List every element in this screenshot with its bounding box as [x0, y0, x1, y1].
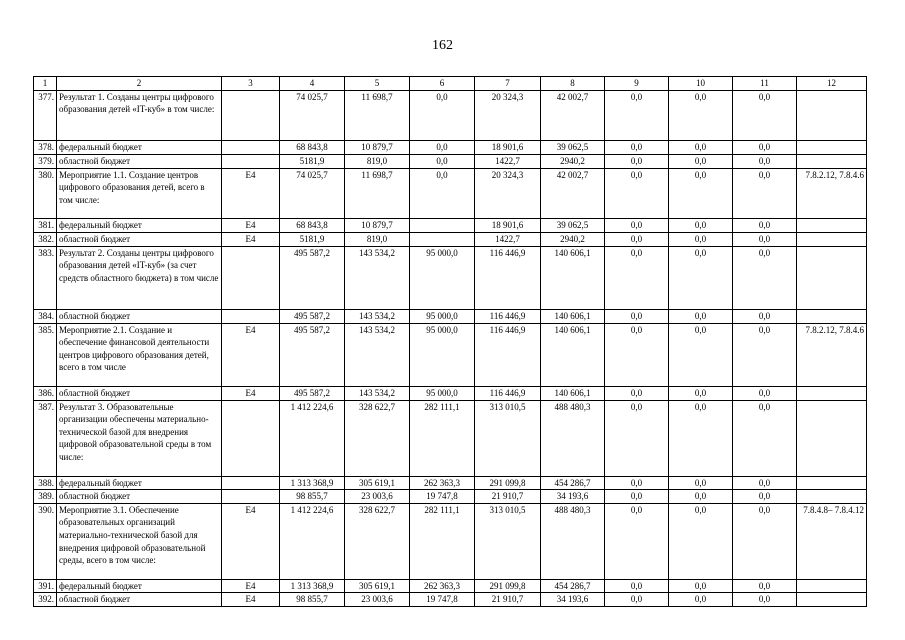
table-row — [34, 232, 867, 246]
row-name: областной бюджет — [57, 490, 222, 504]
value-col-4: 68 843,8 — [280, 219, 345, 233]
budget-code: Е4 — [222, 503, 280, 579]
value-col-11: 0,0 — [733, 232, 797, 246]
value-col-8: 140 606,1 — [541, 323, 605, 386]
value-col-6 — [410, 232, 475, 246]
value-col-6: 262 363,3 — [410, 476, 475, 490]
value-col-8: 488 480,3 — [541, 503, 605, 579]
value-col-10: 0,0 — [669, 386, 733, 400]
value-col-6: 0,0 — [410, 90, 475, 141]
row-name: федеральный бюджет — [57, 141, 222, 155]
value-col-5: 305 619,1 — [345, 579, 410, 593]
value-col-4: 98 855,7 — [280, 593, 345, 607]
budget-code: Е4 — [222, 593, 280, 607]
budget-code: Е4 — [222, 219, 280, 233]
value-col-8: 34 193,6 — [541, 490, 605, 504]
value-col-6 — [410, 219, 475, 233]
value-col-11: 0,0 — [733, 400, 797, 476]
budget-table — [33, 76, 867, 607]
reference-codes — [797, 400, 867, 476]
value-col-7: 291 099,8 — [475, 476, 541, 490]
value-col-9: 0,0 — [605, 386, 669, 400]
column-number: 1 — [34, 77, 57, 91]
value-col-10: 0,0 — [669, 141, 733, 155]
value-col-10: 0,0 — [669, 323, 733, 386]
value-col-11: 0,0 — [733, 141, 797, 155]
value-col-4: 495 587,2 — [280, 386, 345, 400]
value-col-9: 0,0 — [605, 141, 669, 155]
row-number: 381. — [34, 219, 57, 233]
value-col-4: 68 843,8 — [280, 141, 345, 155]
value-col-8: 39 062,5 — [541, 219, 605, 233]
budget-code — [222, 400, 280, 476]
reference-codes: 7.8.4.8– 7.8.4.12 — [797, 503, 867, 579]
value-col-9: 0,0 — [605, 154, 669, 168]
value-col-6: 95 000,0 — [410, 309, 475, 323]
value-col-9: 0,0 — [605, 246, 669, 309]
table-row — [34, 476, 867, 490]
value-col-5: 143 534,2 — [345, 309, 410, 323]
value-col-7: 291 099,8 — [475, 579, 541, 593]
row-number: 379. — [34, 154, 57, 168]
row-number: 388. — [34, 476, 57, 490]
value-col-11: 0,0 — [733, 323, 797, 386]
budget-code — [222, 141, 280, 155]
row-number: 387. — [34, 400, 57, 476]
value-col-4: 5181,9 — [280, 232, 345, 246]
row-number: 385. — [34, 323, 57, 386]
value-col-6: 95 000,0 — [410, 323, 475, 386]
budget-code — [222, 490, 280, 504]
row-name: Результат 3. Образовательные организации обеспечены материально-технической базой для внедрения цифровой образовательной среды в том числе: — [57, 400, 222, 476]
value-col-11: 0,0 — [733, 579, 797, 593]
column-number: 11 — [733, 77, 797, 91]
value-col-10: 0,0 — [669, 90, 733, 141]
table-row — [34, 503, 867, 579]
value-col-11: 0,0 — [733, 246, 797, 309]
value-col-8: 140 606,1 — [541, 386, 605, 400]
table-row — [34, 593, 867, 607]
reference-codes: 7.8.2.12, 7.8.4.6 — [797, 323, 867, 386]
value-col-4: 495 587,2 — [280, 246, 345, 309]
column-number: 3 — [222, 77, 280, 91]
value-col-5: 143 534,2 — [345, 386, 410, 400]
row-number: 392. — [34, 593, 57, 607]
row-number: 378. — [34, 141, 57, 155]
value-col-9: 0,0 — [605, 90, 669, 141]
value-col-4: 74 025,7 — [280, 168, 345, 219]
row-name: Мероприятие 2.1. Создание и обеспечение финансовой деятельности центров цифрового образования детей, всего в том числе — [57, 323, 222, 386]
value-col-7: 20 324,3 — [475, 90, 541, 141]
value-col-5: 328 622,7 — [345, 400, 410, 476]
value-col-10: 0,0 — [669, 579, 733, 593]
value-col-7: 313 010,5 — [475, 503, 541, 579]
row-name: федеральный бюджет — [57, 219, 222, 233]
value-col-8: 140 606,1 — [541, 309, 605, 323]
value-col-10: 0,0 — [669, 490, 733, 504]
value-col-10: 0,0 — [669, 476, 733, 490]
table-row — [34, 400, 867, 476]
page-number: 162 — [432, 38, 453, 53]
value-col-4: 1 313 368,9 — [280, 579, 345, 593]
value-col-11: 0,0 — [733, 90, 797, 141]
column-number: 9 — [605, 77, 669, 91]
value-col-7: 20 324,3 — [475, 168, 541, 219]
budget-code: Е4 — [222, 323, 280, 386]
value-col-8: 454 286,7 — [541, 476, 605, 490]
value-col-5: 819,0 — [345, 154, 410, 168]
table-row — [34, 323, 867, 386]
reference-codes — [797, 232, 867, 246]
table-row — [34, 90, 867, 141]
value-col-11: 0,0 — [733, 219, 797, 233]
value-col-8: 454 286,7 — [541, 579, 605, 593]
value-col-11: 0,0 — [733, 503, 797, 579]
budget-code — [222, 309, 280, 323]
reference-codes — [797, 579, 867, 593]
value-col-7: 116 446,9 — [475, 323, 541, 386]
row-name: областной бюджет — [57, 593, 222, 607]
column-number: 4 — [280, 77, 345, 91]
value-col-10: 0,0 — [669, 593, 733, 607]
row-name: областной бюджет — [57, 309, 222, 323]
value-col-10: 0,0 — [669, 246, 733, 309]
table-row — [34, 141, 867, 155]
value-col-9: 0,0 — [605, 309, 669, 323]
value-col-10: 0,0 — [669, 400, 733, 476]
row-name: областной бюджет — [57, 154, 222, 168]
value-col-6: 282 111,1 — [410, 400, 475, 476]
row-number: 391. — [34, 579, 57, 593]
column-number: 12 — [797, 77, 867, 91]
value-col-11: 0,0 — [733, 476, 797, 490]
value-col-6: 0,0 — [410, 141, 475, 155]
row-name: Результат 2. Созданы центры цифрового образования детей «IT-куб» (за счет средств областного бюджета) в том числе — [57, 246, 222, 309]
value-col-5: 23 003,6 — [345, 490, 410, 504]
value-col-5: 305 619,1 — [345, 476, 410, 490]
value-col-6: 95 000,0 — [410, 246, 475, 309]
reference-codes — [797, 593, 867, 607]
value-col-8: 488 480,3 — [541, 400, 605, 476]
table-row — [34, 309, 867, 323]
value-col-11: 0,0 — [733, 168, 797, 219]
reference-codes — [797, 476, 867, 490]
value-col-10: 0,0 — [669, 232, 733, 246]
value-col-10: 0,0 — [669, 154, 733, 168]
value-col-6: 19 747,8 — [410, 593, 475, 607]
budget-code — [222, 154, 280, 168]
budget-code: Е4 — [222, 579, 280, 593]
row-number: 382. — [34, 232, 57, 246]
value-col-10: 0,0 — [669, 168, 733, 219]
row-name: федеральный бюджет — [57, 579, 222, 593]
value-col-10: 0,0 — [669, 503, 733, 579]
value-col-9: 0,0 — [605, 579, 669, 593]
row-name: областной бюджет — [57, 232, 222, 246]
reference-codes — [797, 246, 867, 309]
value-col-5: 328 622,7 — [345, 503, 410, 579]
reference-codes: 7.8.2.12, 7.8.4.6 — [797, 168, 867, 219]
value-col-8: 2940,2 — [541, 154, 605, 168]
reference-codes — [797, 309, 867, 323]
value-col-11: 0,0 — [733, 309, 797, 323]
budget-code: Е4 — [222, 232, 280, 246]
budget-code: Е4 — [222, 386, 280, 400]
value-col-7: 313 010,5 — [475, 400, 541, 476]
column-number: 7 — [475, 77, 541, 91]
value-col-5: 10 879,7 — [345, 141, 410, 155]
value-col-6: 282 111,1 — [410, 503, 475, 579]
value-col-11: 0,0 — [733, 154, 797, 168]
value-col-11: 0,0 — [733, 386, 797, 400]
row-name: Результат 1. Созданы центры цифрового образования детей «IT-куб» в том числе: — [57, 90, 222, 141]
reference-codes — [797, 219, 867, 233]
value-col-8: 42 002,7 — [541, 168, 605, 219]
row-number: 386. — [34, 386, 57, 400]
row-number: 380. — [34, 168, 57, 219]
value-col-9: 0,0 — [605, 219, 669, 233]
row-number: 384. — [34, 309, 57, 323]
value-col-7: 116 446,9 — [475, 309, 541, 323]
value-col-5: 11 698,7 — [345, 168, 410, 219]
value-col-9: 0,0 — [605, 168, 669, 219]
column-number: 2 — [57, 77, 222, 91]
value-col-7: 1422,7 — [475, 232, 541, 246]
value-col-5: 11 698,7 — [345, 90, 410, 141]
value-col-7: 1422,7 — [475, 154, 541, 168]
budget-code — [222, 246, 280, 309]
value-col-4: 1 313 368,9 — [280, 476, 345, 490]
value-col-8: 39 062,5 — [541, 141, 605, 155]
reference-codes — [797, 386, 867, 400]
row-number: 383. — [34, 246, 57, 309]
table-row — [34, 246, 867, 309]
table-row — [34, 154, 867, 168]
value-col-5: 23 003,6 — [345, 593, 410, 607]
value-col-8: 2940,2 — [541, 232, 605, 246]
column-number: 8 — [541, 77, 605, 91]
budget-code: Е4 — [222, 168, 280, 219]
reference-codes — [797, 141, 867, 155]
table-row — [34, 386, 867, 400]
table-row — [34, 579, 867, 593]
value-col-8: 140 606,1 — [541, 246, 605, 309]
row-name: Мероприятие 1.1. Создание центров цифрового образования детей, всего в том числе: — [57, 168, 222, 219]
column-number-row — [34, 77, 867, 91]
value-col-7: 21 910,7 — [475, 490, 541, 504]
value-col-9: 0,0 — [605, 490, 669, 504]
table-row — [34, 168, 867, 219]
table-row — [34, 219, 867, 233]
value-col-4: 1 412 224,6 — [280, 400, 345, 476]
value-col-5: 10 879,7 — [345, 219, 410, 233]
column-number: 10 — [669, 77, 733, 91]
row-name: областной бюджет — [57, 386, 222, 400]
value-col-4: 5181,9 — [280, 154, 345, 168]
reference-codes — [797, 90, 867, 141]
row-number: 390. — [34, 503, 57, 579]
value-col-8: 42 002,7 — [541, 90, 605, 141]
table-row — [34, 490, 867, 504]
row-name: федеральный бюджет — [57, 476, 222, 490]
value-col-5: 143 534,2 — [345, 323, 410, 386]
value-col-6: 262 363,3 — [410, 579, 475, 593]
budget-code — [222, 90, 280, 141]
value-col-9: 0,0 — [605, 323, 669, 386]
column-number: 6 — [410, 77, 475, 91]
value-col-11: 0,0 — [733, 490, 797, 504]
value-col-7: 18 901,6 — [475, 219, 541, 233]
budget-code — [222, 476, 280, 490]
value-col-9: 0,0 — [605, 593, 669, 607]
row-name: Мероприятие 3.1. Обеспечение образовательных организаций материально-технической базой для внедрения цифровой образовательной среды, всего в том числе: — [57, 503, 222, 579]
value-col-6: 0,0 — [410, 168, 475, 219]
value-col-7: 21 910,7 — [475, 593, 541, 607]
value-col-6: 95 000,0 — [410, 386, 475, 400]
row-number: 389. — [34, 490, 57, 504]
value-col-6: 19 747,8 — [410, 490, 475, 504]
value-col-9: 0,0 — [605, 476, 669, 490]
value-col-7: 116 446,9 — [475, 246, 541, 309]
value-col-9: 0,0 — [605, 400, 669, 476]
reference-codes — [797, 154, 867, 168]
value-col-6: 0,0 — [410, 154, 475, 168]
value-col-11: 0,0 — [733, 593, 797, 607]
value-col-9: 0,0 — [605, 503, 669, 579]
value-col-4: 495 587,2 — [280, 309, 345, 323]
value-col-5: 819,0 — [345, 232, 410, 246]
column-number: 5 — [345, 77, 410, 91]
value-col-9: 0,0 — [605, 232, 669, 246]
value-col-8: 34 193,6 — [541, 593, 605, 607]
value-col-10: 0,0 — [669, 309, 733, 323]
value-col-7: 18 901,6 — [475, 141, 541, 155]
reference-codes — [797, 490, 867, 504]
value-col-4: 1 412 224,6 — [280, 503, 345, 579]
value-col-4: 98 855,7 — [280, 490, 345, 504]
row-number: 377. — [34, 90, 57, 141]
value-col-5: 143 534,2 — [345, 246, 410, 309]
value-col-10: 0,0 — [669, 219, 733, 233]
value-col-4: 495 587,2 — [280, 323, 345, 386]
value-col-4: 74 025,7 — [280, 90, 345, 141]
value-col-7: 116 446,9 — [475, 386, 541, 400]
